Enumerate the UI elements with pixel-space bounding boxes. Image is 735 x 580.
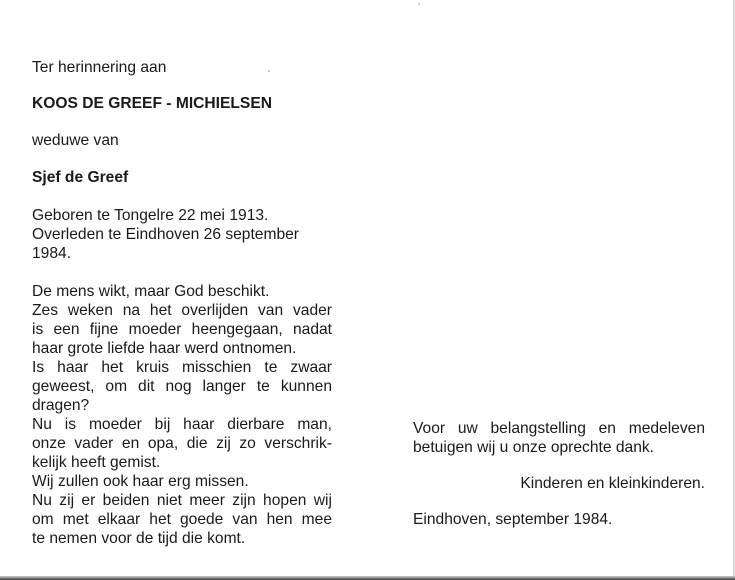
poem-line: Is haar het kruis misschien te zwaar [32, 359, 332, 376]
poem-line: geweest, om dit nog langer te kunnen [32, 378, 332, 395]
poem-line: onze vader en opa, die zij zo verschrik- [32, 435, 332, 452]
life-dates [32, 206, 332, 263]
poem-line: is een fijne moeder heengegaan, nadat [32, 321, 332, 338]
thanks-text [413, 419, 705, 457]
signature-text: Kinderen en kleinkinderen. [520, 475, 705, 492]
death-line: Overleden te Eindhoven 26 september [32, 226, 299, 243]
poem-line: haar grote liefde haar werd ontnomen. [32, 340, 297, 357]
right-column [413, 419, 705, 529]
poem-line: Zes weken na het overlijden van vader [32, 302, 332, 319]
dust-speck [418, 3, 420, 5]
relation-text: weduwe van [32, 132, 119, 149]
poem-line: De mens wikt, maar God beschikt. [32, 283, 270, 300]
card-edge-bottom [0, 576, 735, 580]
left-column [32, 58, 332, 548]
poem-line: te nemen voor de tijd die komt. [32, 530, 246, 547]
intro-text: Ter herinnering aan [32, 59, 167, 76]
spouse-name: Sjef de Greef [32, 169, 129, 186]
thanks-line: Voor uw belangstelling en medeleven [413, 420, 705, 437]
thanks-line: betuigen wij u onze oprechte dank. [413, 439, 655, 456]
birth-line: Geboren te Tongelre 22 mei 1913. [32, 207, 269, 224]
poem-line: kelijk heeft gemist. [32, 454, 161, 471]
poem-text [32, 282, 332, 548]
place-date: Eindhoven, september 1984. [413, 511, 613, 528]
poem-line: om met elkaar het goede van hen mee [32, 511, 332, 528]
deceased-name: KOOS DE GREEF - MICHIELSEN [32, 95, 272, 112]
poem-line: Nu zij er beiden niet meer zijn hopen wij [32, 492, 332, 509]
poem-line: dragen? [32, 397, 90, 414]
death-line-year: 1984. [32, 245, 72, 262]
poem-line: Wij zullen ook haar erg missen. [32, 473, 249, 490]
poem-line: Nu is moeder bij haar dierbare man, [32, 416, 332, 433]
